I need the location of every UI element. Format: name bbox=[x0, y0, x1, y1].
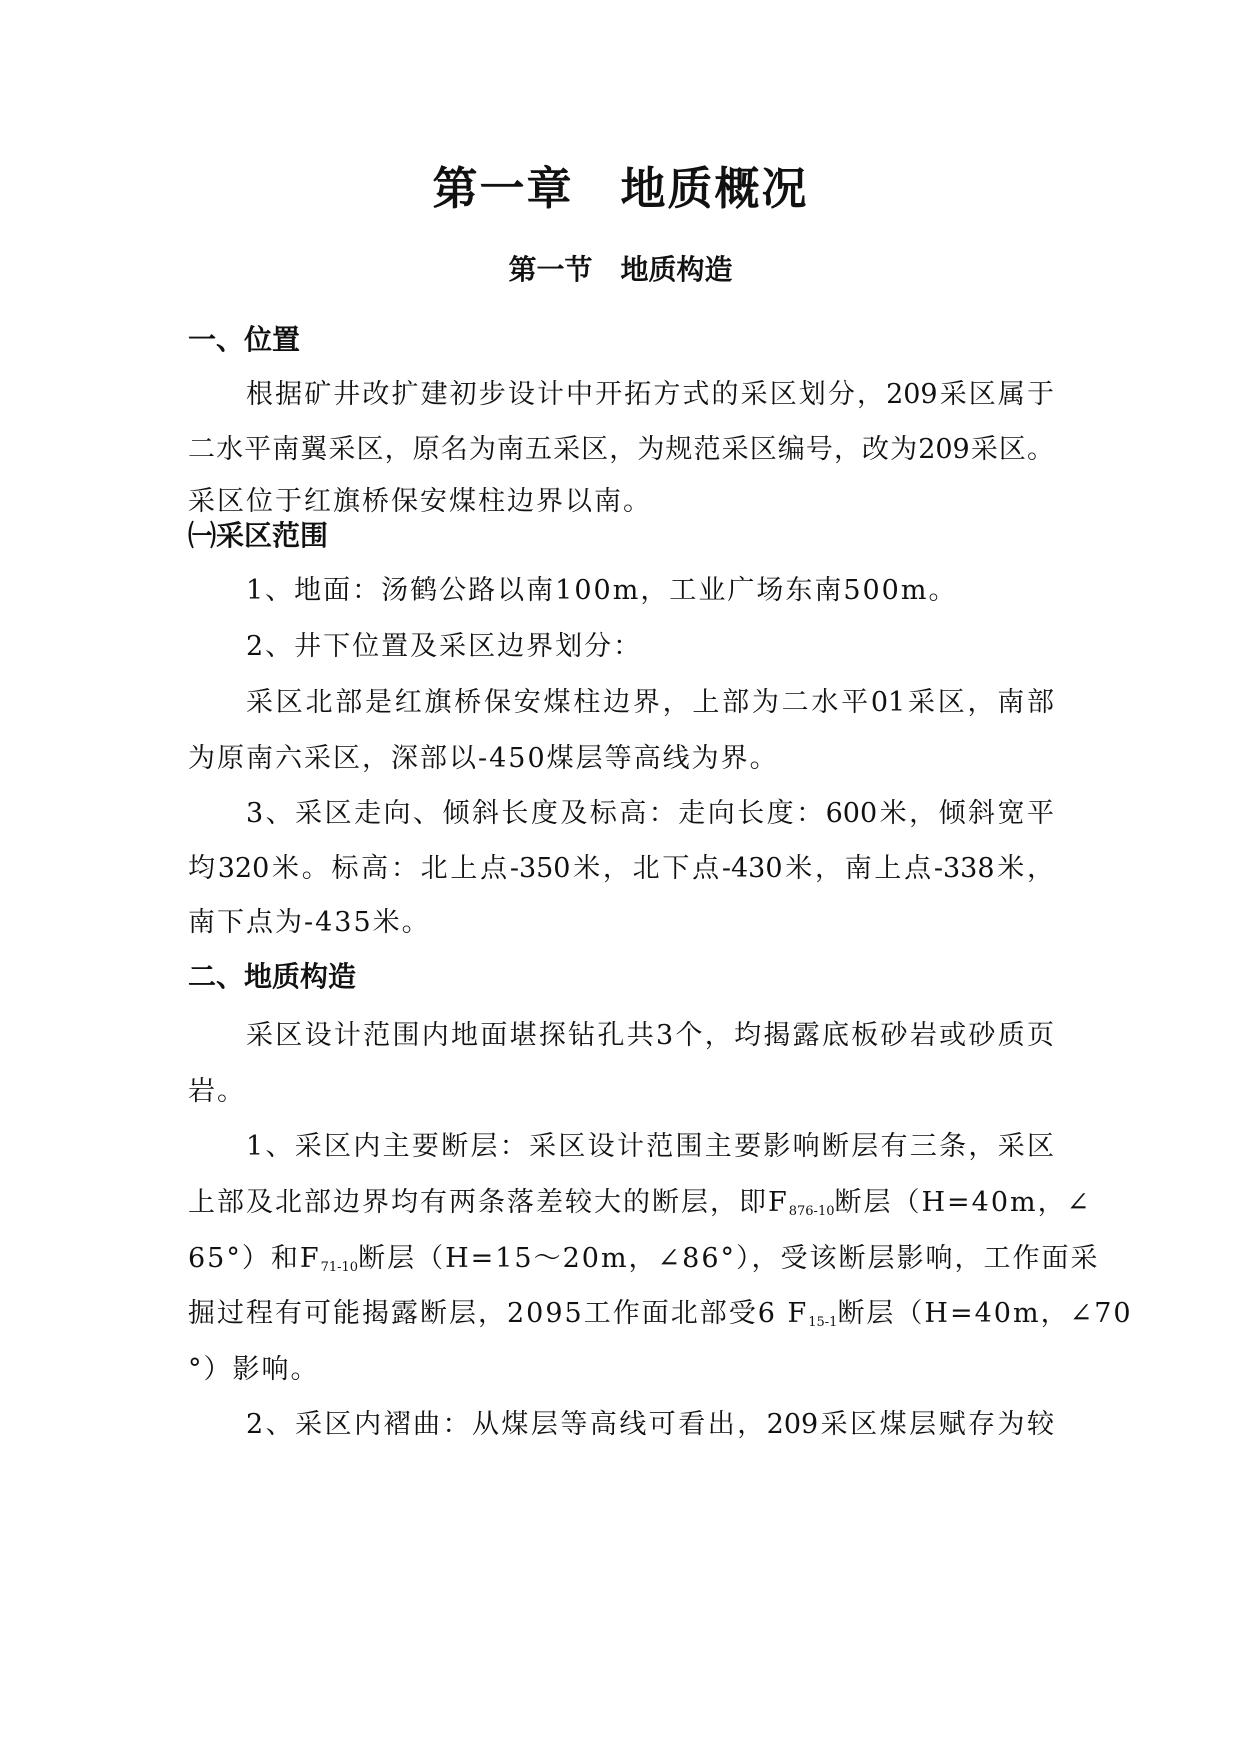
paragraph-line: 南下点为-435米。 bbox=[188, 907, 431, 938]
chapter-title: 第一章 地质概况 bbox=[432, 162, 809, 215]
text-run: 断层（H=40m，∠ bbox=[834, 1187, 1092, 1218]
paragraph-line: 采区北部是红旗桥保安煤柱边界，上部为二水平01采区，南部 bbox=[246, 687, 1054, 718]
list-item: 1、地面：汤鹤公路以南100m，工业广场东南500m。 bbox=[246, 575, 958, 606]
text-run: 断层（H=15～20m，∠86°），受该断层影响，工作面采 bbox=[358, 1243, 1100, 1274]
list-item: 1、采区内主要断层：采区设计范围主要影响断层有三条，采区 bbox=[246, 1131, 1054, 1162]
paragraph-line: 为原南六采区，深部以-450煤层等高线为界。 bbox=[188, 743, 779, 774]
fault-subscript: 71-10 bbox=[320, 1260, 359, 1275]
paragraph-line: °）影响。 bbox=[188, 1354, 320, 1385]
text-run: 断层（H=40m，∠70 bbox=[837, 1298, 1133, 1329]
paragraph-line: 采区设计范围内地面堪探钻孔共3个，均揭露底板砂岩或砂质页 bbox=[246, 1020, 1054, 1051]
list-item: 2、采区内褶曲：从煤层等高线可看出，209采区煤层赋存为较 bbox=[246, 1409, 1054, 1440]
paragraph-line bbox=[188, 1236, 1100, 1275]
section-title: 第一节 地质构造 bbox=[508, 253, 733, 286]
heading-geological-structure: 二、地质构造 bbox=[188, 960, 357, 993]
list-item: 3、采区走向、倾斜长度及标高：走向长度：600米，倾斜宽平 bbox=[246, 798, 1054, 829]
paragraph-line bbox=[188, 1180, 1091, 1219]
heading-location: 一、位置 bbox=[188, 323, 301, 356]
paragraph-line bbox=[188, 1291, 1133, 1330]
text-run: 65°）和F bbox=[188, 1243, 321, 1274]
list-item: 2、井下位置及采区边界划分： bbox=[246, 631, 643, 662]
text-run: 掘过程有可能揭露断层，2095工作面北部受6 F bbox=[188, 1298, 809, 1329]
fault-subscript: 876-10 bbox=[788, 1204, 835, 1219]
fault-subscript: 15-1 bbox=[808, 1315, 838, 1330]
text-run: 上部及北部边界均有两条落差较大的断层，即F bbox=[188, 1187, 789, 1218]
paragraph-line: 岩。 bbox=[188, 1076, 246, 1107]
paragraph-line: 根据矿井改扩建初步设计中开拓方式的采区划分，209采区属于 bbox=[246, 379, 1054, 410]
paragraph-line: 二水平南翼采区，原名为南五采区，为规范采区编号，改为209采区。 bbox=[188, 434, 1054, 465]
subheading-mining-area-range: ㈠采区范围 bbox=[188, 519, 329, 552]
paragraph-line: 采区位于红旗桥保安煤柱边界以南。 bbox=[188, 486, 652, 517]
paragraph-line: 均320米。标高：北上点-350米，北下点-430米，南上点-338米， bbox=[188, 853, 1054, 884]
